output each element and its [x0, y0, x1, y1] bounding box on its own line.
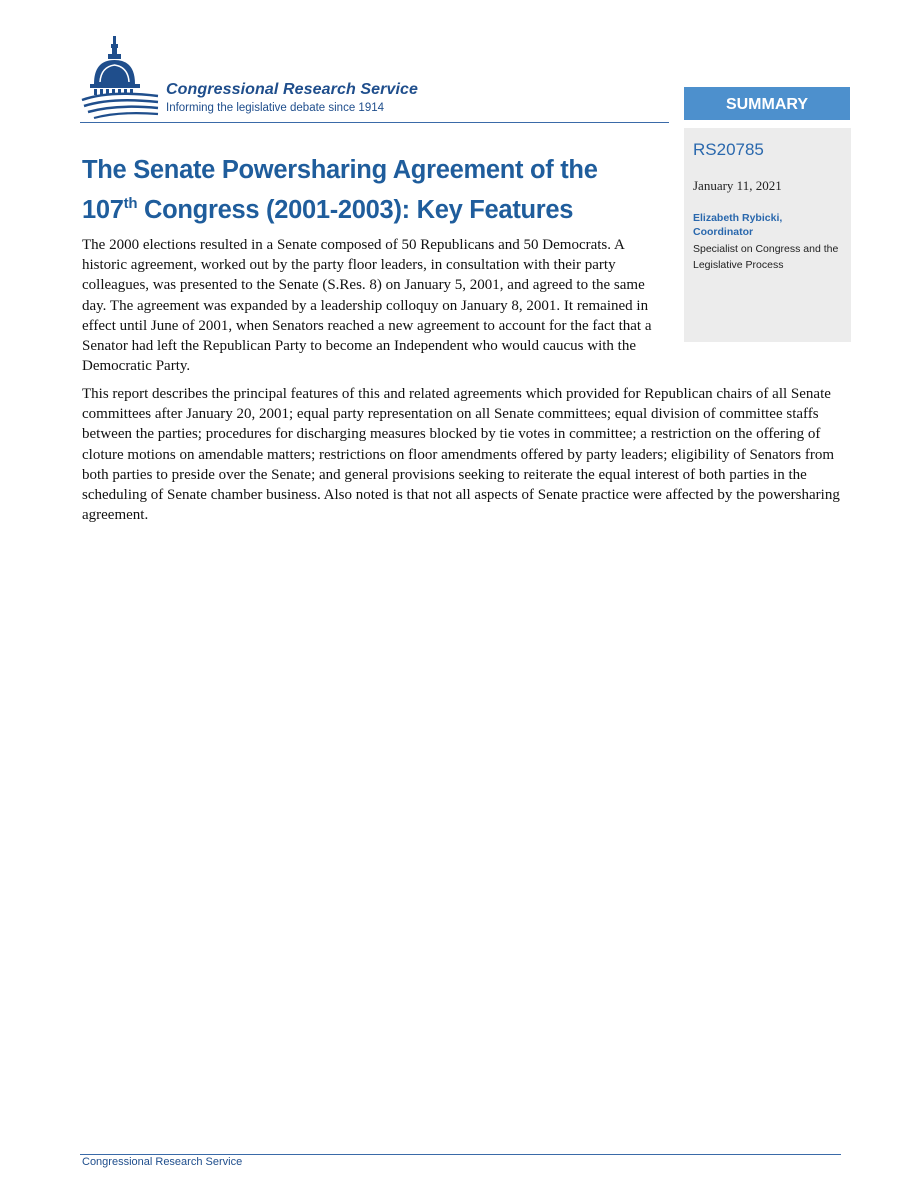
- report-date: January 11, 2021: [693, 178, 782, 193]
- title-number: 107: [82, 196, 124, 224]
- author-title: Specialist on Congress and the Legislative Process: [693, 243, 839, 271]
- page-title: [82, 150, 672, 230]
- summary-heading: SUMMARY: [684, 87, 850, 120]
- summary-paragraph-1: The 2000 elections resulted in a Senate composed of 50 Republicans and 50 Democrats. A historic agreement, worked out by the party floor leaders, in consultation with their party colleagues, was presented to the Senate (S.Res. 8) on January 5, 2001, and agreed to the same day. The agreement was expanded by a leadership colloquy on January 8, 2001. It remained in effect until June of 2001, when Senators reached a new agreement to account for the fact that a Senator had left the Republican Party to become an Independent who would caucus with the Democratic Party.: [82, 237, 652, 375]
- author-name: Elizabeth Rybicki,: [693, 212, 783, 224]
- author-role: Coordinator: [693, 226, 754, 238]
- title-line-1: The Senate Powersharing Agreement of the: [82, 156, 598, 184]
- org-name: Congressional Research Service: [166, 81, 419, 98]
- summary-sidebar: [684, 128, 851, 342]
- capitol-dome-icon: [80, 34, 162, 124]
- org-tagline: Informing the legislative debate since 1914: [166, 102, 385, 114]
- title-superscript: th: [123, 195, 138, 212]
- title-line-2: Congress (2001-2003): Key Features: [137, 196, 574, 224]
- footer-org-name: Congressional Research Service: [82, 1156, 243, 1168]
- header-divider: [80, 122, 669, 123]
- footer-divider: [80, 1154, 841, 1155]
- report-id: RS20785: [693, 140, 764, 159]
- crs-logo: [80, 34, 480, 124]
- summary-paragraph-2: This report describes the principal features of this and related agreements which provided for Republican chairs of all Senate committees after January 20, 2001; equal party representation on all Senate committees; equal division of committee staffs between the parties; procedures for discharging measures blocked by tie votes in committee; a restriction on the offering of cloture motions on amendable matters; restrictions on floor amendments offered by party leaders; eligibility of Senators from both parties to preside over the Senate; and general provisions seeking to reiterate the equal interest of both parties in the scheduling of Senate chamber business. Also noted is that not all aspects of Senate practice were affected by the powersharing agreement.: [82, 386, 840, 524]
